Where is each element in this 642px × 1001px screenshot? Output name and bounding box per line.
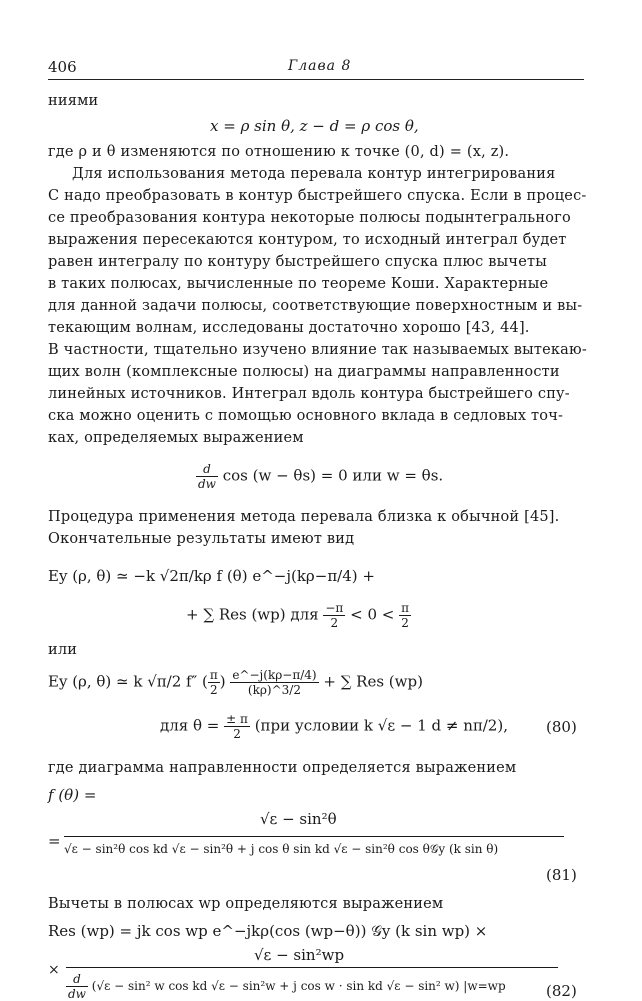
eq1-line1: Ey (ρ, θ) ≃ −k √2π/kρ f (θ) e^−j(kρ−π/4) + <box>48 567 375 585</box>
eq2-line2-fraction: $\frac{\pm \pi}{2}$ <box>226 712 248 741</box>
derivative-fraction: $\frac{d}{dw}$ <box>198 462 216 491</box>
para1-line: в таких полюсах, вычисленные по теореме Коши. Характерные <box>48 276 549 292</box>
para1-line: се преобразования контура некоторые полюсы подынтегрального <box>48 210 571 226</box>
f-lhs: f (θ) = <box>48 786 97 804</box>
eq2-line1: Ey (ρ, θ) ≃ k √π/2 f″ ( $\frac{\pi}{2}$ ) $\frac{e\^{}-j(k\rho-\pi/4)}{(k\rho)\^{}3/2}$ + ∑ Res (wp) <box>48 668 423 697</box>
eq1-fraction-pos: $\frac{\pi}{2}$ <box>401 601 409 630</box>
equation-number-80: (80) <box>546 718 577 736</box>
residue-denominator: $\frac{d}{dw}$ (√ε − sin² w cos kd √ε − sin²w + j cos w · sin kd √ε − sin² w) |w=wp <box>68 972 506 1001</box>
para2-line: Процедура применения метода перевала близка к обычной [45]. <box>48 509 560 525</box>
para2-line: Окончательные результаты имеют вид <box>48 531 355 547</box>
header-rule <box>48 79 584 80</box>
coordinates-equation: x = ρ sin θ, z − d = ρ cos θ, <box>210 117 419 135</box>
eq1-fraction-neg: $\frac{-\pi}{2}$ <box>325 601 344 630</box>
para1-line: выражения пересекаются контуром, то исходный интеграл будет <box>48 232 567 248</box>
para1-line: C надо преобразовать в контур быстрейшего спуска. Если в процес- <box>48 188 587 204</box>
para1-line: Для использования метода перевала контур интегрирования <box>72 166 556 182</box>
residue-line1: Res (wp) = jk cos wp e^−jkρ(cos (wp−θ)) 𝒢y (k sin wp) × <box>48 922 488 940</box>
f-denominator: √ε − sin²θ cos kd √ε − sin²θ + j cos θ sin kd √ε − sin²θ cos θ𝒢y (k sin θ) <box>64 842 499 856</box>
para1-line: щих волн (комплексные полюсы) на диаграммы направленности <box>48 364 560 380</box>
eq1-line2: + ∑ Res (wp) для $\frac{-\pi}{2}$ < 0 < $\frac{\pi}{2}$ <box>186 601 409 630</box>
f-fraction-bar <box>64 836 564 837</box>
equation-number-81: (81) <box>546 866 577 884</box>
where-line: где ρ и θ изменяются по отношению к точке (0, d) = (x, z). <box>48 144 510 160</box>
para1-line: равен интегралу по контуру быстрейшего спуска плюс вычеты <box>48 254 547 270</box>
residues-line: Вычеты в полюсах wp определяются выражением <box>48 896 444 912</box>
times-sign: × <box>48 962 60 978</box>
or-word: или <box>48 642 78 658</box>
directivity-line: где диаграмма направленности определяется выражением <box>48 760 517 776</box>
residue-fraction-bar <box>66 967 558 968</box>
page-number: 406 <box>48 58 77 76</box>
saddle-equation: $\frac{d}{dw}$ cos (w − θs) = 0 или w = θs. <box>198 462 444 491</box>
residue-derivative: $\frac{d}{dw}$ <box>68 972 86 1001</box>
para1-line: ках, определяемых выражением <box>48 430 304 446</box>
f-numerator: √ε − sin²θ <box>260 810 337 828</box>
chapter-title: Глава 8 <box>288 58 352 74</box>
para1-line: В частности, тщательно изучено влияние так называемых вытекаю- <box>48 342 587 358</box>
continued-word: ниями <box>48 93 99 109</box>
para1-line: линейных источников. Интеграл вдоль контура быстрейшего спу- <box>48 386 570 402</box>
equation-number-82: (82) <box>546 982 577 1000</box>
f-equals: = <box>48 832 61 850</box>
eq2-exp-fraction: $\frac{e\^{}-j(k\rho-\pi/4)}{(k\rho)\^{}3/2}$ <box>232 668 317 697</box>
eq2-paren-fraction: $\frac{\pi}{2}$ <box>209 668 218 697</box>
eq2-line2: для θ = $\frac{\pm \pi}{2}$ (при условии k √ε − 1 d ≠ nπ/2), <box>160 712 508 741</box>
para1-line: текающим волнам, исследованы достаточно хорошо [43, 44]. <box>48 320 530 336</box>
para1-line: для данной задачи полюсы, соответствующие поверхностным и вы- <box>48 298 583 314</box>
para1-line: ска можно оценить с помощью основного вклада в седловых точ- <box>48 408 564 424</box>
residue-numerator: √ε − sin²wp <box>254 946 345 964</box>
